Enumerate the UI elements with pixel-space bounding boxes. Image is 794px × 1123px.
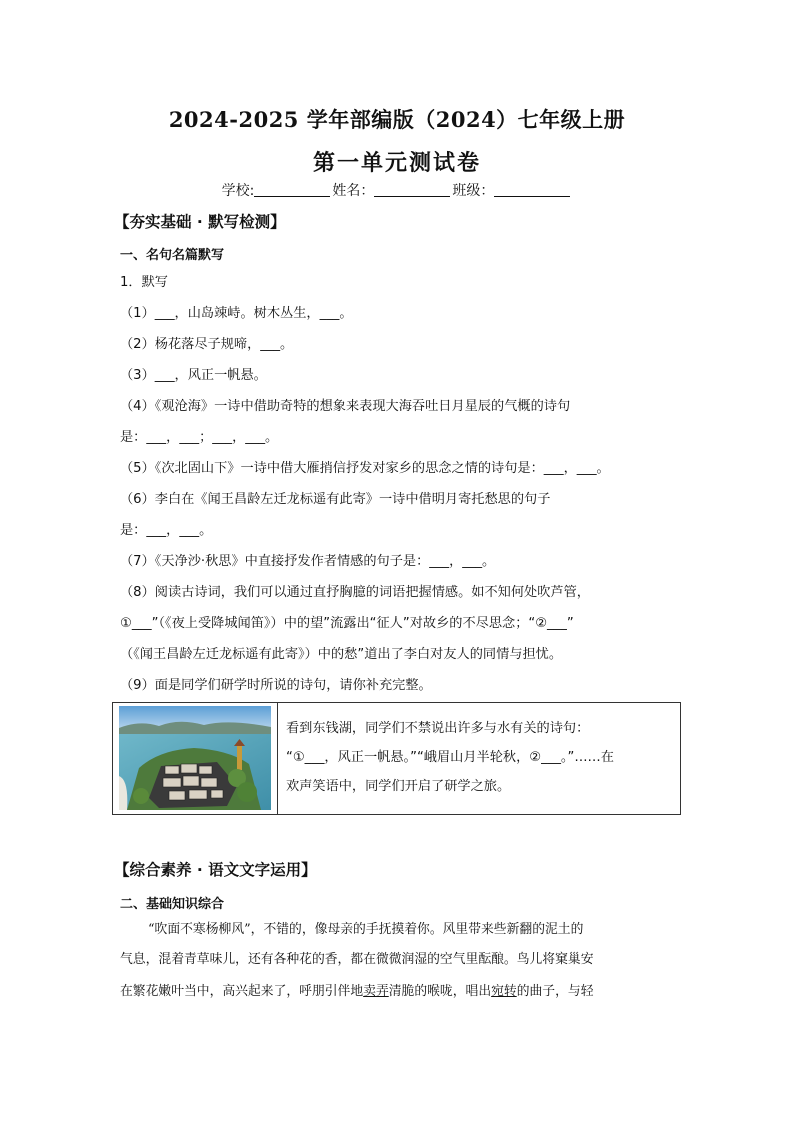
- passage-line: “吹面不寒杨柳风”，不错的，像母亲的手抚摸着你。风里带来些新翻的泥土的: [148, 922, 584, 937]
- class-label: 班级：: [452, 183, 495, 199]
- lake-photo: [119, 706, 271, 810]
- passage-text: 清脆的喉咙，唱出: [388, 984, 492, 999]
- passage-text: 在繁花嫩叶当中，高兴起来了，呼朋引伴地: [120, 984, 364, 999]
- school-blank[interactable]: [254, 182, 330, 197]
- table-text-line: 欢声笑语中，同学们开启了研学之旅。: [286, 779, 511, 794]
- question-line: （5）《次北固山下》一诗中借大雁捎信抒发对家乡的思念之情的诗句是：___，___。: [120, 461, 610, 476]
- table-divider: [277, 703, 278, 814]
- name-blank[interactable]: [374, 182, 450, 197]
- study-trip-table: [112, 702, 681, 815]
- question-line: 是：___，___。: [120, 523, 213, 538]
- exam-title: 2024-2025 学年部编版（2024）七年级上册: [168, 107, 626, 132]
- question-line: （6）李白在《闻王昌龄左迁龙标遥有此寄》一诗中借明月寄托愁思的句子: [120, 492, 551, 507]
- passage-line: 气息，混着青草味儿，还有各种花的香，都在微微润湿的空气里酝酿。鸟儿将窠巢安: [120, 952, 594, 967]
- table-text-line: “①___，风正一帆悬。”“峨眉山月半轮秋，②___。”……在: [286, 750, 614, 765]
- question-line: （《闻王昌龄左迁龙标遥有此寄》）中的愁”道出了李白对友人的同情与担忧。: [120, 647, 563, 662]
- underlined-word: 卖弄: [363, 984, 389, 999]
- class-blank[interactable]: [494, 182, 570, 197]
- passage-line: [120, 980, 680, 999]
- question-line: （2）杨花落尽子规啼，___。: [120, 337, 294, 352]
- exam-subtitle: 第一单元测试卷: [312, 150, 481, 176]
- table-text-line: 看到东钱湖，同学们不禁说出许多与水有关的诗句：: [286, 721, 590, 736]
- question-line: （3）___，风正一帆悬。: [120, 368, 267, 383]
- part-heading-basic-knowledge: 二、基础知识综合: [120, 897, 225, 912]
- underlined-word: 宛转: [491, 984, 517, 999]
- question-line: （4）《观沧海》一诗中借助奇特的想象来表现大海吞吐日月星辰的气概的诗句: [120, 399, 571, 414]
- question-title: 1．默写: [120, 275, 168, 290]
- part-heading-dictation: 一、名句名篇默写: [120, 248, 225, 263]
- question-line: （7）《天净沙·秋思》中直接抒发作者情感的句子是：___，___。: [120, 554, 496, 569]
- section-heading-basics: 【夯实基础 · 默写检测】: [114, 213, 286, 231]
- student-info-row: [0, 180, 794, 200]
- section-heading-comprehensive: 【综合素养 · 语文文字运用】: [114, 861, 317, 879]
- school-label: 学校:: [221, 183, 255, 199]
- question-line: ①___”（《夜上受降城闻笛》）中的望”流露出“征人”对故乡的不尽思念；“②___”: [120, 616, 574, 631]
- passage-text: 的曲子，与轻: [516, 984, 594, 999]
- question-line: （1）___，山岛竦峙。树木丛生，___。: [120, 306, 353, 321]
- question-line: （8）阅读古诗词，我们可以通过直抒胸臆的词语把握情感。如不知何处吹芦管，: [120, 585, 590, 600]
- question-line: 是：___，___；___，___。: [120, 430, 279, 445]
- name-label: 姓名：: [332, 183, 375, 199]
- question-line: （9）面是同学们研学时所说的诗句，请你补充完整。: [120, 678, 432, 693]
